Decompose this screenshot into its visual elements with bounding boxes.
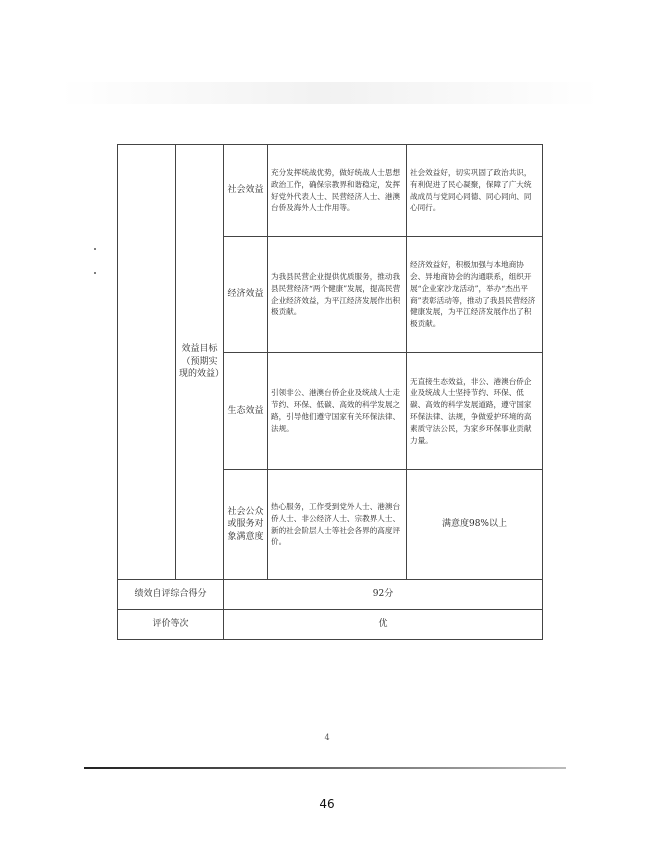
economic-benefit-description: 为我县民营企业提供优质服务，推动我县民营经济“两个健康”发展，提高民营企业经济效益，为平江经济发展作出积极贡献。 xyxy=(268,237,407,353)
page-number: 46 xyxy=(319,797,335,811)
satisfaction-label: 社会公众或服务对象满意度 xyxy=(224,470,268,580)
footer-rule xyxy=(84,767,566,769)
satisfaction-description: 热心服务，工作受到党外人士、港澳台侨人士、非公经济人士、宗教界人士、新的社会阶层人士等社会各界的高度评价。 xyxy=(268,470,407,580)
social-benefit-description: 充分发挥统战优势，做好统战人士思想政治工作，确保宗教界和谐稳定，发挥好党外代表人士、民营经济人士、港澳台侨及海外人士作用等。 xyxy=(268,145,407,237)
blank-first-column-cell xyxy=(118,145,176,580)
table-row-social xyxy=(118,145,543,237)
score-value: 92分 xyxy=(224,580,543,610)
score-label: 绩效自评综合得分 xyxy=(118,580,224,610)
table-row-score xyxy=(118,580,543,610)
scan-smudge xyxy=(60,82,600,104)
benefit-target-label: 效益目标（预期实现的效益） xyxy=(176,145,224,580)
ecological-benefit-label: 生态效益 xyxy=(224,353,268,470)
economic-benefit-label: 经济效益 xyxy=(224,237,268,353)
performance-evaluation-table xyxy=(117,144,543,640)
ecological-benefit-description: 引领非公、港澳台侨企业及统战人士走节约、环保、低碳、高效的科学发展之路，引导他们遵守国家有关环保法律、法规。 xyxy=(268,353,407,470)
satisfaction-result: 满意度98%以上 xyxy=(407,470,543,580)
social-benefit-label: 社会效益 xyxy=(224,145,268,237)
grade-value: 优 xyxy=(224,610,543,640)
scan-speck xyxy=(94,248,96,250)
economic-benefit-result: 经济效益好，积极加强与本地商协会、异地商协会的沟通联系，组织开展“企业家沙龙活动”，举办“杰出平商”表彰活动等，推动了我县民营经济健康发展，为平江经济发展作出了积极贡献。 xyxy=(407,237,543,353)
social-benefit-result: 社会效益好，切实巩固了政治共识，有利促进了民心凝聚，保障了广大统战成员与党同心同德、同心同向、同心同行。 xyxy=(407,145,543,237)
inner-page-number: 4 xyxy=(324,733,330,742)
scan-speck xyxy=(94,272,96,274)
grade-label: 评价等次 xyxy=(118,610,224,640)
table-row-grade xyxy=(118,610,543,640)
ecological-benefit-result: 无直接生态效益，非公、港澳台侨企业及统战人士坚持节约、环保、低碳、高效的科学发展道路，遵守国家环保法律、法规，争做爱护环境的高素质守法公民，为家乡环保事业贡献力量。 xyxy=(407,353,543,470)
